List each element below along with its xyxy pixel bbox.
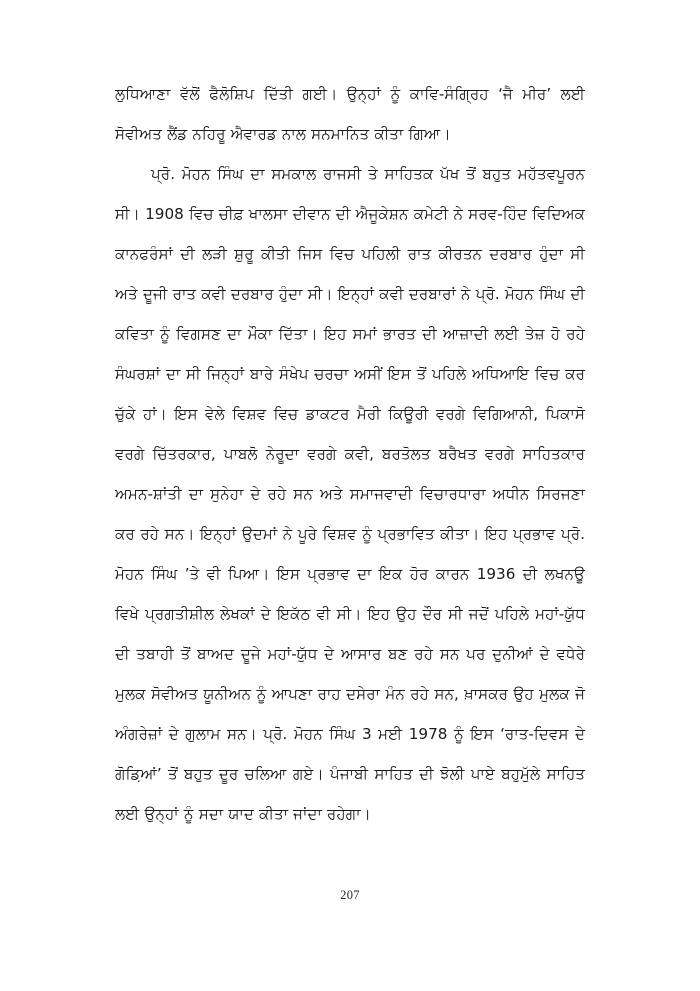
page-number: 207 — [340, 888, 360, 902]
paragraph-main: ਪ੍ਰੋ. ਮੋਹਨ ਸਿੰਘ ਦਾ ਸਮਕਾਲ ਰਾਜਸੀ ਤੇ ਸਾਹਿਤਕ ਪੱਖ ਤੋਂ ਬਹੁਤ ਮਹੱਤਵਪੂਰਨ ਸੀ। 1908 ਵਿਚ ਚੀਫ਼ ਖਾਲਸਾ ਦੀਵਾਨ ਦੀ ਐਜੂਕੇਸ਼ਨ ਕਮੇਟੀ ਨੇ ਸਰਵ-ਹਿੰਦ ਵਿਦਿਅਕ ਕਾਨਫਰੰਸਾਂ ਦੀ ਲੜੀ ਸ਼ੁਰੂ ਕੀਤੀ ਜਿਸ ਵਿਚ ਪਹਿਲੀ ਰਾਤ ਕੀਰਤਨ ਦਰਬਾਰ ਹੁੰਦਾ ਸੀ ਅਤੇ ਦੂਜੀ ਰਾਤ ਕਵੀ ਦਰਬਾਰ ਹੁੰਦਾ ਸੀ। ਇਨ੍ਹਾਂ ਕਵੀ ਦਰਬਾਰਾਂ ਨੇ ਪ੍ਰੋ. ਮੋਹਨ ਸਿੰਘ ਦੀ ਕਵਿਤਾ ਨੂੰ ਵਿਗਸਣ ਦਾ ਮੌਕਾ ਦਿੱਤਾ। ਇਹ ਸਮਾਂ ਭਾਰਤ ਦੀ ਆਜ਼ਾਦੀ ਲਈ ਤੇਜ਼ ਹੋ ਰਹੇ ਸੰਘਰਸ਼ਾਂ ਦਾ ਸੀ ਜਿਨ੍ਹਾਂ ਬਾਰੇ ਸੰਖੇਪ ਚਰਚਾ ਅਸੀਂ ਇਸ ਤੋਂ ਪਹਿਲੇ ਅਧਿਆਇ ਵਿਚ ਕਰ ਚੁੱਕੇ ਹਾਂ। ਇਸ ਵੇਲੇ ਵਿਸ਼ਵ ਵਿਚ ਡਾਕਟਰ ਮੈਰੀ ਕਿਊਰੀ ਵਰਗੇ ਵਿਗਿਆਨੀ, ਪਿਕਾਸੋ ਵਰਗੇ ਚਿੱਤਰਕਾਰ, ਪਾਬਲੋ ਨੇਰੂਦਾ ਵਰਗੇ ਕਵੀ, ਬਰਤੋਲਤ ਬਰੈਖਤ ਵਰਗੇ ਸਾਹਿਤਕਾਰ ਅਮਨ-ਸ਼ਾਂਤੀ ਦਾ ਸੁਨੇਹਾ ਦੇ ਰਹੇ ਸਨ ਅਤੇ ਸਮਾਜਵਾਦੀ ਵਿਚਾਰਧਾਰਾ ਅਧੀਨ ਸਿਰਜਣਾ ਕਰ ਰਹੇ ਸਨ। ਇਨ੍ਹਾਂ ਉਦਮਾਂ ਨੇ ਪੂਰੇ ਵਿਸ਼ਵ ਨੂੰ ਪ੍ਰਭਾਵਿਤ ਕੀਤਾ। ਇਹ ਪ੍ਰਭਾਵ ਪ੍ਰੋ. ਮੋਹਨ ਸਿੰਘ ’ਤੇ ਵੀ ਪਿਆ। ਇਸ ਪ੍ਰਭਾਵ ਦਾ ਇਕ ਹੋਰ ਕਾਰਨ 1936 ਦੀ ਲਖਨਊ ਵਿਖੇ ਪ੍ਰਗਤੀਸ਼ੀਲ ਲੇਖਕਾਂ ਦੇ ਇਕੱਠ ਵੀ ਸੀ। ਇਹ ਉਹ ਦੌਰ ਸੀ ਜਦੋਂ ਪਹਿਲੇ ਮਹਾਂ-ਯੁੱਧ ਦੀ ਤਬਾਹੀ ਤੋਂ ਬਾਅਦ ਦੂਜੇ ਮਹਾਂ-ਯੁੱਧ ਦੇ ਆਸਾਰ ਬਣ ਰਹੇ ਸਨ ਪਰ ਦੁਨੀਆਂ ਦੇ ਵਧੇਰੇ ਮੁਲਕ ਸੋਵੀਅਤ ਯੂਨੀਅਨ ਨੂੰ ਆਪਣਾ ਰਾਹ ਦਸੇਰਾ ਮੰਨ ਰਹੇ ਸਨ, ਖ਼ਾਸਕਰ ਉਹ ਮੁਲਕ ਜੋ ਅੰਗਰੇਜ਼ਾਂ ਦੇ ਗੁਲਾਮ ਸਨ। ਪ੍ਰੋ. ਮੋਹਨ ਸਿੰਘ 3 ਮਈ 1978 ਨੂੰ ਇਸ ‘ਰਾਤ-ਦਿਵਸ ਦੇ ਗੋਡ਼ਿਆਂ’ ਤੋਂ ਬਹੁਤ ਦੂਰ ਚਲਿਆ ਗਏ। ਪੰਜਾਬੀ ਸਾਹਿਤ ਦੀ ਝੋਲੀ ਪਾਏ ਬਹੁਮੁੱਲੇ ਸਾਹਿਤ ਲਈ ਉਨ੍ਹਾਂ ਨੂੰ ਸਦਾ ਯਾਦ ਕੀਤਾ ਜਾਂਦਾ ਰਹੇਗਾ। — [115, 165, 585, 823]
page-text-body — [115, 74, 585, 834]
paragraph-continued: ਲੁਧਿਆਣਾ ਵੱਲੋਂ ਫੈਲੋਸ਼ਿਪ ਦਿੱਤੀ ਗਈ। ਉਨ੍ਹਾਂ ਨੂੰ ਕਾਵਿ-ਸੰਗ੍ਰਿਹ ‘ਜੈ ਮੀਰ’ ਲਈ ਸੋਵੀਅਤ ਲੈਂਡ ਨਹਿਰੂ ਐਵਾਰਡ ਨਾਲ ਸਨਮਾਨਿਤ ਕੀਤਾ ਗਿਆ। — [115, 85, 585, 143]
